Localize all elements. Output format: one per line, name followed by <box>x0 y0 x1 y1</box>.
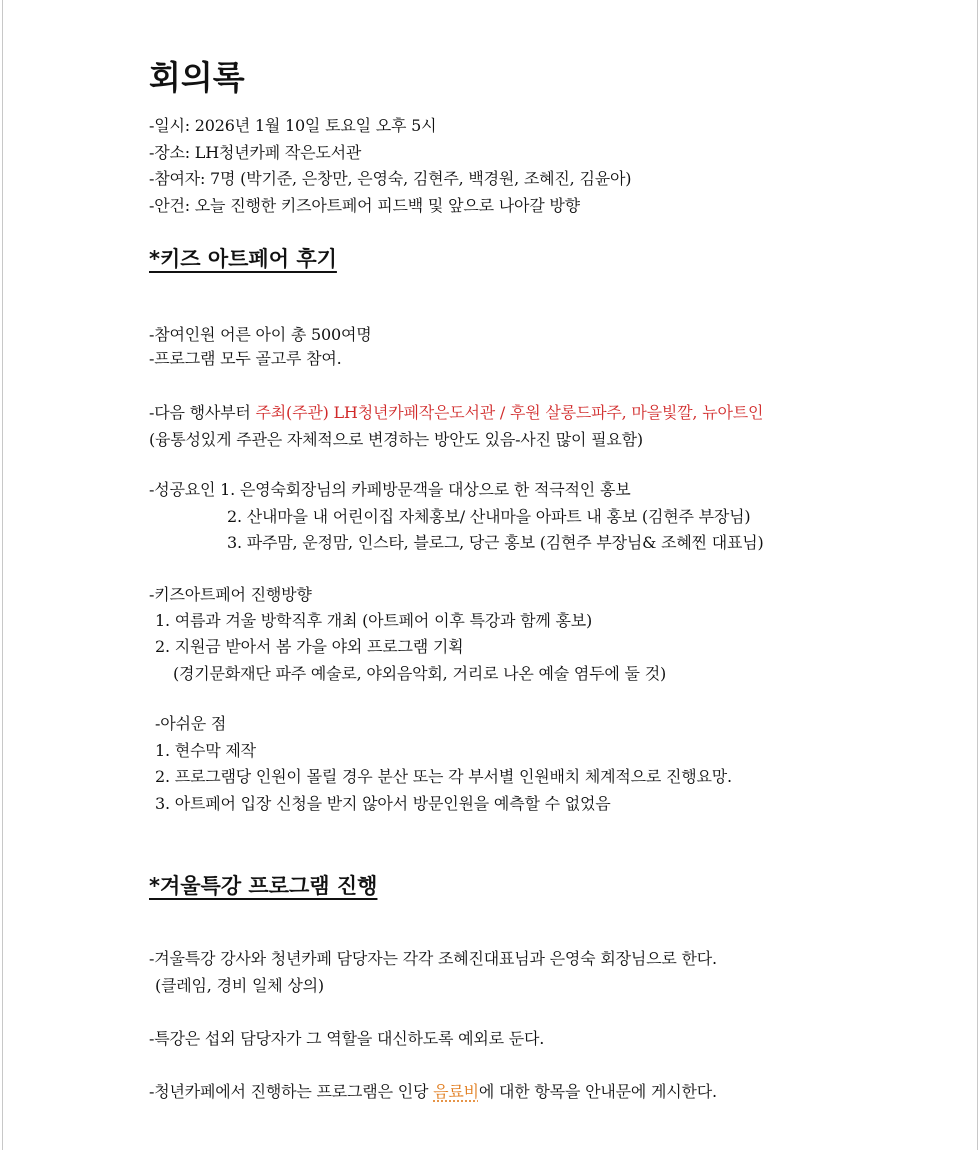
meeting-place: -장소: LH청년카페 작은도서관 <box>149 143 362 162</box>
regret-item-2: 2. 프로그램당 인원이 몰릴 경우 분산 또는 각 부서별 인원배치 체계적으로 진행요망. <box>155 767 732 786</box>
success-factor-3: 3. 파주맘, 운정맘, 인스타, 블로그, 당근 홍보 (김현주 부장님& 조혜찐 대표님) <box>227 533 764 552</box>
fee-prefix: -청년카페에서 진행하는 프로그램은 인당 <box>149 1082 434 1101</box>
section-heading-kids-artfair <box>149 245 353 273</box>
next-event-note <box>149 402 763 424</box>
next-event-prefix: -다음 행사부터 <box>149 403 256 422</box>
success-factor-2: 2. 산내마을 내 어린이집 자체홍보/ 산내마을 아파트 내 홍보 (김현주 부장님) <box>227 507 751 526</box>
direction-item-1: 1. 여름과 겨울 방학직후 개최 (아트페어 이후 특강과 함께 홍보) <box>155 611 593 630</box>
meeting-agenda: -안건: 오늘 진행한 키즈아트페어 피드백 및 앞으로 나아갈 방향 <box>149 196 580 215</box>
direction-label: -키즈아트페어 진행방향 <box>149 585 312 604</box>
meeting-attendees: -참여자: 7명 (박기준, 은창만, 은영숙, 김현주, 백경원, 조혜진, 김윤아) <box>149 169 632 188</box>
instructors-subnote: (클레임, 경비 일체 상의) <box>155 976 324 995</box>
program-participation: -프로그램 모두 골고루 참여. <box>149 349 342 368</box>
success-factor-1 <box>149 479 630 501</box>
direction-note: (경기문화재단 파주 예술로, 야외음악회, 거리로 나온 예술 염두에 둘 것) <box>173 664 666 683</box>
substitute-rule: -특강은 섭외 담당자가 그 역할을 대신하도록 예외로 둔다. <box>149 1029 545 1048</box>
regret-label: -아쉬운 점 <box>155 714 227 733</box>
document-title: 회의록 <box>149 58 245 97</box>
regret-item-3: 3. 아트페어 입장 신청을 받지 않아서 방문인원을 예측할 수 없었음 <box>155 794 611 813</box>
participants-count: -참여인원 어른 아이 총 500여명 <box>149 325 372 344</box>
fee-notice <box>149 1081 717 1103</box>
success-label: -성공요인 <box>149 480 221 499</box>
document-page <box>2 0 978 1150</box>
instructors-note: -겨울특강 강사와 청년카페 담당자는 각각 조혜진대표님과 은영숙 회장님으로 한다. <box>149 949 717 968</box>
section-heading-text: *키즈 아트페어 후기 <box>149 247 337 271</box>
direction-item-2: 2. 지원금 받아서 봄 가을 야외 프로그램 기획 <box>155 637 464 656</box>
next-event-organizers: 주최(주관) LH청년카페작은도서관 / 후원 살롱드파주, 마을빛깔, 뉴아트인 <box>255 403 764 422</box>
fee-marked-word: 음료비 <box>433 1082 479 1101</box>
fee-suffix: 에 대한 항목을 안내문에 게시한다. <box>478 1082 717 1101</box>
regret-item-1: 1. 현수막 제작 <box>155 741 256 760</box>
meeting-date: -일시: 2026년 1월 10일 토요일 오후 5시 <box>149 116 437 135</box>
section-heading-winter-program <box>149 872 393 900</box>
next-event-flex-note: (융통성있게 주관은 자체적으로 변경하는 방안도 있음-사진 많이 필요함) <box>149 430 643 449</box>
success-item: 1. 은영숙회장님의 카페방문객을 대상으로 한 적극적인 홍보 <box>220 480 631 499</box>
section-heading-text: *겨울특강 프로그램 진행 <box>149 874 378 898</box>
